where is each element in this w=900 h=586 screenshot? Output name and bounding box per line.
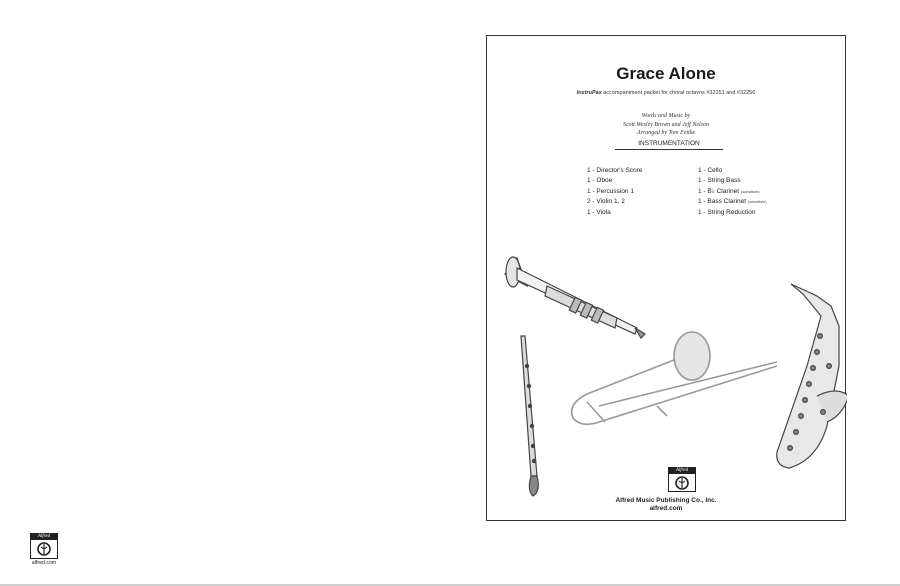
subtitle-text: accompaniment packet for choral octavos #32251 and #32256 [601,90,756,96]
credit-line: Scott Wesley Brown and Jeff Nelson [622,121,710,128]
publisher-info [487,497,845,513]
alfred-corner-site: alfred.com [31,560,57,566]
instrument-item: 1 - Percussion 1 [587,187,634,195]
instrument-note: (substitute) [740,189,760,194]
instrument-label: 1 - String Bass [698,177,741,185]
saxophone-icon [777,284,847,468]
publisher-site: alfred.com [649,505,683,512]
alfred-logo-brand: Alfred [31,534,57,540]
instrument-label: 1 - B♭ Clarinet [698,187,739,195]
subtitle-brand: InstruPax [576,90,602,96]
instrument-label: 1 - Bass Clarinet [698,198,747,206]
instrument-label: 1 - String Reduction [698,208,756,216]
alfred-logo-brand: Alfred [669,468,695,474]
instrumentation-heading: INSTRUMENTATION [615,140,723,150]
alfred-emblem-icon [673,475,691,490]
alfred-corner-logo [28,533,60,566]
instrument-label: 1 - Cello [698,167,723,174]
instrument-item: 1 - Oboe [587,177,613,185]
page-title: Grace Alone [616,64,716,83]
instrument-illustrations [487,36,847,522]
alfred-emblem-icon [36,541,52,556]
credit-line: Arranged by Tom Fettke [636,130,696,136]
publisher-name: Alfred Music Publishing Co., Inc. [615,497,717,504]
instrument-item: 1 - Director's Score [587,167,643,174]
instrument-item: 2 - Violin 1, 2 [587,198,625,206]
trombone-icon [572,332,777,424]
credit-line: Words and Music by [641,113,691,119]
alfred-logo-icon [668,467,696,492]
trumpet-icon [505,257,645,338]
instrument-item: 1 - Viola [587,208,611,216]
alfred-logo-icon [30,533,58,559]
instrument-note: (substitute) [747,200,767,205]
cover-page [486,35,846,521]
clarinet-icon [521,336,538,496]
